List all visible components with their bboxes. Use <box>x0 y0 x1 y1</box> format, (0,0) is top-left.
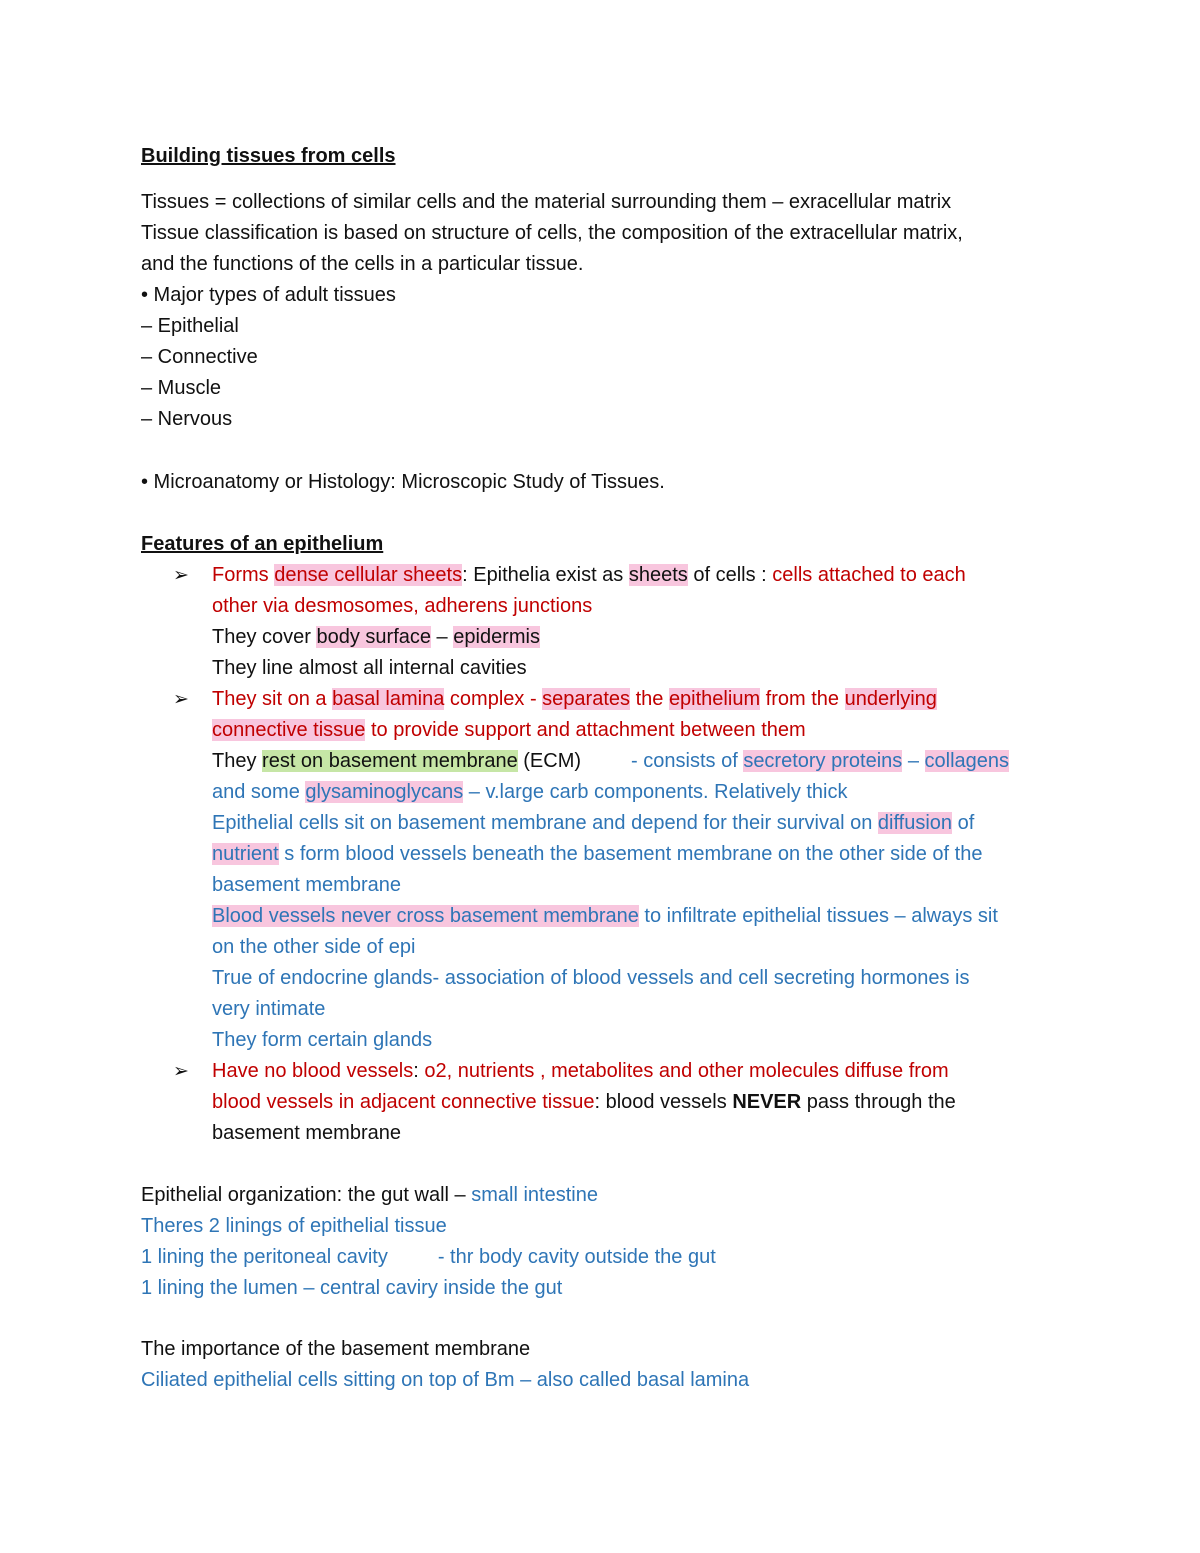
text-run: to infiltrate epithelial tissues – always sit <box>638 905 998 927</box>
highlight: body surface <box>316 626 431 648</box>
highlight: diffusion <box>877 812 953 834</box>
text-line <box>141 1242 1071 1273</box>
text-run: small intestine <box>471 1184 598 1206</box>
text-line <box>141 839 1071 870</box>
highlight: underlying <box>844 688 937 710</box>
text-line: basement membrane <box>212 874 401 896</box>
text-run: - consists of <box>631 750 744 772</box>
highlight: nutrient <box>212 843 279 865</box>
text-run: cells attached to each <box>772 564 966 586</box>
text-run: Epithelial organization: the gut wall – <box>141 1184 472 1206</box>
bullet-basal-lamina <box>141 684 1071 715</box>
text-run: to provide support and attachment between them <box>365 719 806 741</box>
text-line <box>141 901 1071 932</box>
text-run: the <box>630 688 669 710</box>
text-run: – <box>431 626 454 648</box>
arrow-bullet-icon: ➢ <box>173 565 189 586</box>
text-run: Have no blood vessels <box>212 1060 414 1082</box>
highlight: secretory proteins <box>743 750 903 772</box>
section-heading: The importance of the basement membrane <box>141 1338 531 1360</box>
text-run: complex - <box>444 688 543 710</box>
text-run: They <box>212 750 263 772</box>
highlight: separates <box>542 688 631 710</box>
text-run: o2, nutrients , metabolites and other molecules diffuse from <box>424 1060 949 1082</box>
text-run: : blood vessels <box>594 1091 733 1113</box>
text-line: They line almost all internal cavities <box>212 657 527 679</box>
text-run: - thr body cavity outside the gut <box>437 1246 716 1268</box>
text-run: Forms <box>212 564 275 586</box>
text-line <box>141 808 1071 839</box>
text-line <box>141 1180 1071 1211</box>
list-heading: • Major types of adult tissues <box>141 284 396 306</box>
text-run: They sit on a <box>212 688 333 710</box>
histology-line <box>141 467 1071 498</box>
text-run: Epithelial cells sit on basement membrane and depend for their survival on <box>212 812 878 834</box>
list-item: – Muscle <box>141 377 222 399</box>
text-run: pass through the <box>801 1091 956 1113</box>
text-line: Tissues = collections of similar cells and the material surrounding them – exracellular matrix <box>141 191 952 213</box>
text-line: Ciliated epithelial cells sitting on top of Bm – also called basal lamina <box>141 1369 750 1391</box>
text-run: : Epithelia exist as <box>462 564 629 586</box>
bullet-no-blood-vessels <box>141 1056 1071 1087</box>
section-epithelium-body <box>141 560 1071 1149</box>
text-line: basement membrane <box>212 1122 401 1144</box>
list-item: – Nervous <box>141 408 233 430</box>
text-line: True of endocrine glands- association of blood vessels and cell secreting hormones is <box>212 967 970 989</box>
highlight: connective tissue <box>212 719 366 741</box>
highlight: sheets <box>628 564 688 586</box>
section-building-tissues <box>141 141 1071 172</box>
highlight: dense cellular sheets <box>274 564 463 586</box>
text-run: and some <box>212 781 306 803</box>
section-gut-wall <box>141 1180 1071 1304</box>
text-line: Theres 2 linings of epithelial tissue <box>141 1215 447 1237</box>
text-run: They cover <box>212 626 317 648</box>
text-line: • Microanatomy or Histology: Microscopic Study of Tissues. <box>141 471 665 493</box>
text-run: 1 lining the peritoneal cavity <box>141 1246 388 1268</box>
list-item: – Connective <box>141 346 258 368</box>
highlight: glysaminoglycans <box>305 781 464 803</box>
text-run: : <box>413 1060 425 1082</box>
text-run: from the <box>760 688 845 710</box>
list-item: – Epithelial <box>141 315 239 337</box>
section-epithelium-title <box>141 529 1071 560</box>
section-building-tissues-body <box>141 187 1071 435</box>
arrow-bullet-icon: ➢ <box>173 689 189 710</box>
text-line <box>141 715 1071 746</box>
text-line: They form certain glands <box>212 1029 433 1051</box>
section-title: Building tissues from cells <box>141 145 396 167</box>
section-title: Features of an epithelium <box>141 533 384 555</box>
highlight: basal lamina <box>332 688 445 710</box>
emphasis: NEVER <box>732 1091 802 1113</box>
text-line <box>141 1087 1071 1118</box>
highlight: collagens <box>924 750 1010 772</box>
text-run: of cells : <box>687 564 773 586</box>
text-run: – <box>902 750 925 772</box>
highlight: Blood vessels never cross basement membrane <box>212 905 639 927</box>
text-line: Tissue classification is based on structure of cells, the composition of the extracellular matrix, <box>141 222 963 244</box>
text-run: of <box>952 812 975 834</box>
text-line: 1 lining the lumen – central caviry inside the gut <box>141 1277 563 1299</box>
text-run: (ECM) <box>517 750 582 772</box>
text-line: other via desmosomes, adherens junctions <box>212 595 593 617</box>
text-line: and the functions of the cells in a particular tissue. <box>141 253 584 275</box>
highlight-green: rest on basement membrane <box>262 750 518 772</box>
text-run: s form blood vessels beneath the basement membrane on the other side of the <box>278 843 983 865</box>
text-run: blood vessels in adjacent connective tissue <box>212 1091 595 1113</box>
text-line <box>141 622 1071 653</box>
section-basement-membrane <box>141 1334 1071 1396</box>
text-line: on the other side of epi <box>212 936 416 958</box>
arrow-bullet-icon: ➢ <box>173 1061 189 1082</box>
bullet-dense-sheets <box>141 560 1071 591</box>
text-line: very intimate <box>212 998 326 1020</box>
text-line <box>141 777 1071 808</box>
highlight: epidermis <box>453 626 540 648</box>
text-run: – v.large carb components. Relatively thick <box>463 781 848 803</box>
text-line <box>141 746 1071 777</box>
highlight: epithelium <box>668 688 761 710</box>
